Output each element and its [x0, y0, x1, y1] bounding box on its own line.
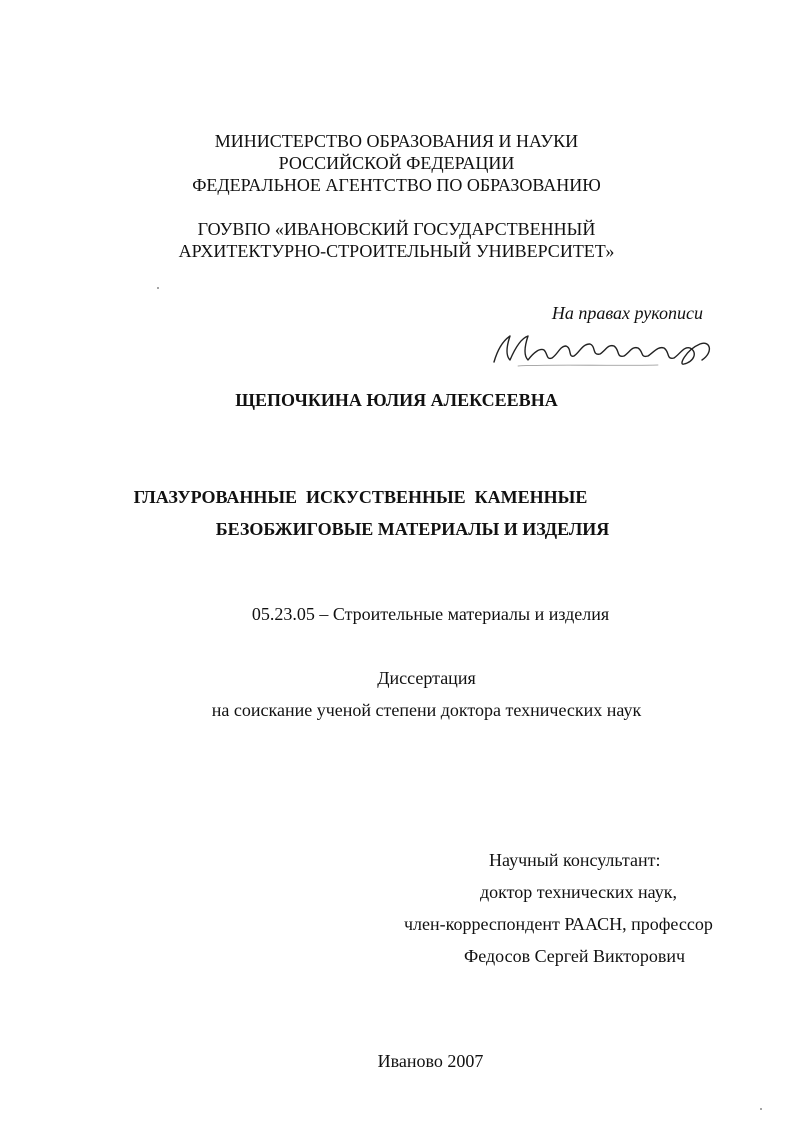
place-year: Иваново 2007	[377, 1051, 484, 1071]
scan-speck	[760, 1108, 762, 1110]
manuscript-note: На правах рукописи	[551, 303, 703, 323]
scan-speck	[157, 287, 159, 289]
consultant-heading: Научный консультант:	[489, 850, 661, 870]
author-name: ЩЕПОЧКИНА ЮЛИЯ АЛЕКСЕЕВНА	[235, 390, 558, 410]
dissertation-title-line-2: БЕЗОБЖИГОВЫЕ МАТЕРИАЛЫ И ИЗДЕЛИЯ	[215, 519, 610, 539]
university-line-2: АРХИТЕКТУРНО-СТРОИТЕЛЬНЫЙ УНИВЕРСИТЕТ»	[178, 241, 615, 261]
document-type: Диссертация	[377, 668, 476, 688]
consultant-degree: доктор технических наук,	[480, 882, 677, 902]
consultant-name: Федосов Сергей Викторович	[464, 946, 686, 966]
consultant-position: член-корреспондент РААСН, профессор	[404, 914, 713, 934]
degree-line: на соискание ученой степени доктора технических наук	[211, 700, 642, 720]
ministry-line-2: РОССИЙСКОЙ ФЕДЕРАЦИИ	[278, 153, 515, 173]
ministry-line-1: МИНИСТЕРСТВО ОБРАЗОВАНИЯ И НАУКИ	[214, 131, 579, 151]
agency-line: ФЕДЕРАЛЬНОЕ АГЕНТСТВО ПО ОБРАЗОВАНИЮ	[192, 175, 601, 195]
dissertation-title-line-1: ГЛАЗУРОВАННЫЕ ИСКУСТВЕННЫЕ КАМЕННЫЕ	[133, 487, 588, 507]
university-line-1: ГОУВПО «ИВАНОВСКИЙ ГОСУДАРСТВЕННЫЙ	[197, 219, 596, 239]
author-signature	[488, 326, 718, 370]
specialty-line: 05.23.05 – Строительные материалы и изделия	[251, 604, 610, 624]
